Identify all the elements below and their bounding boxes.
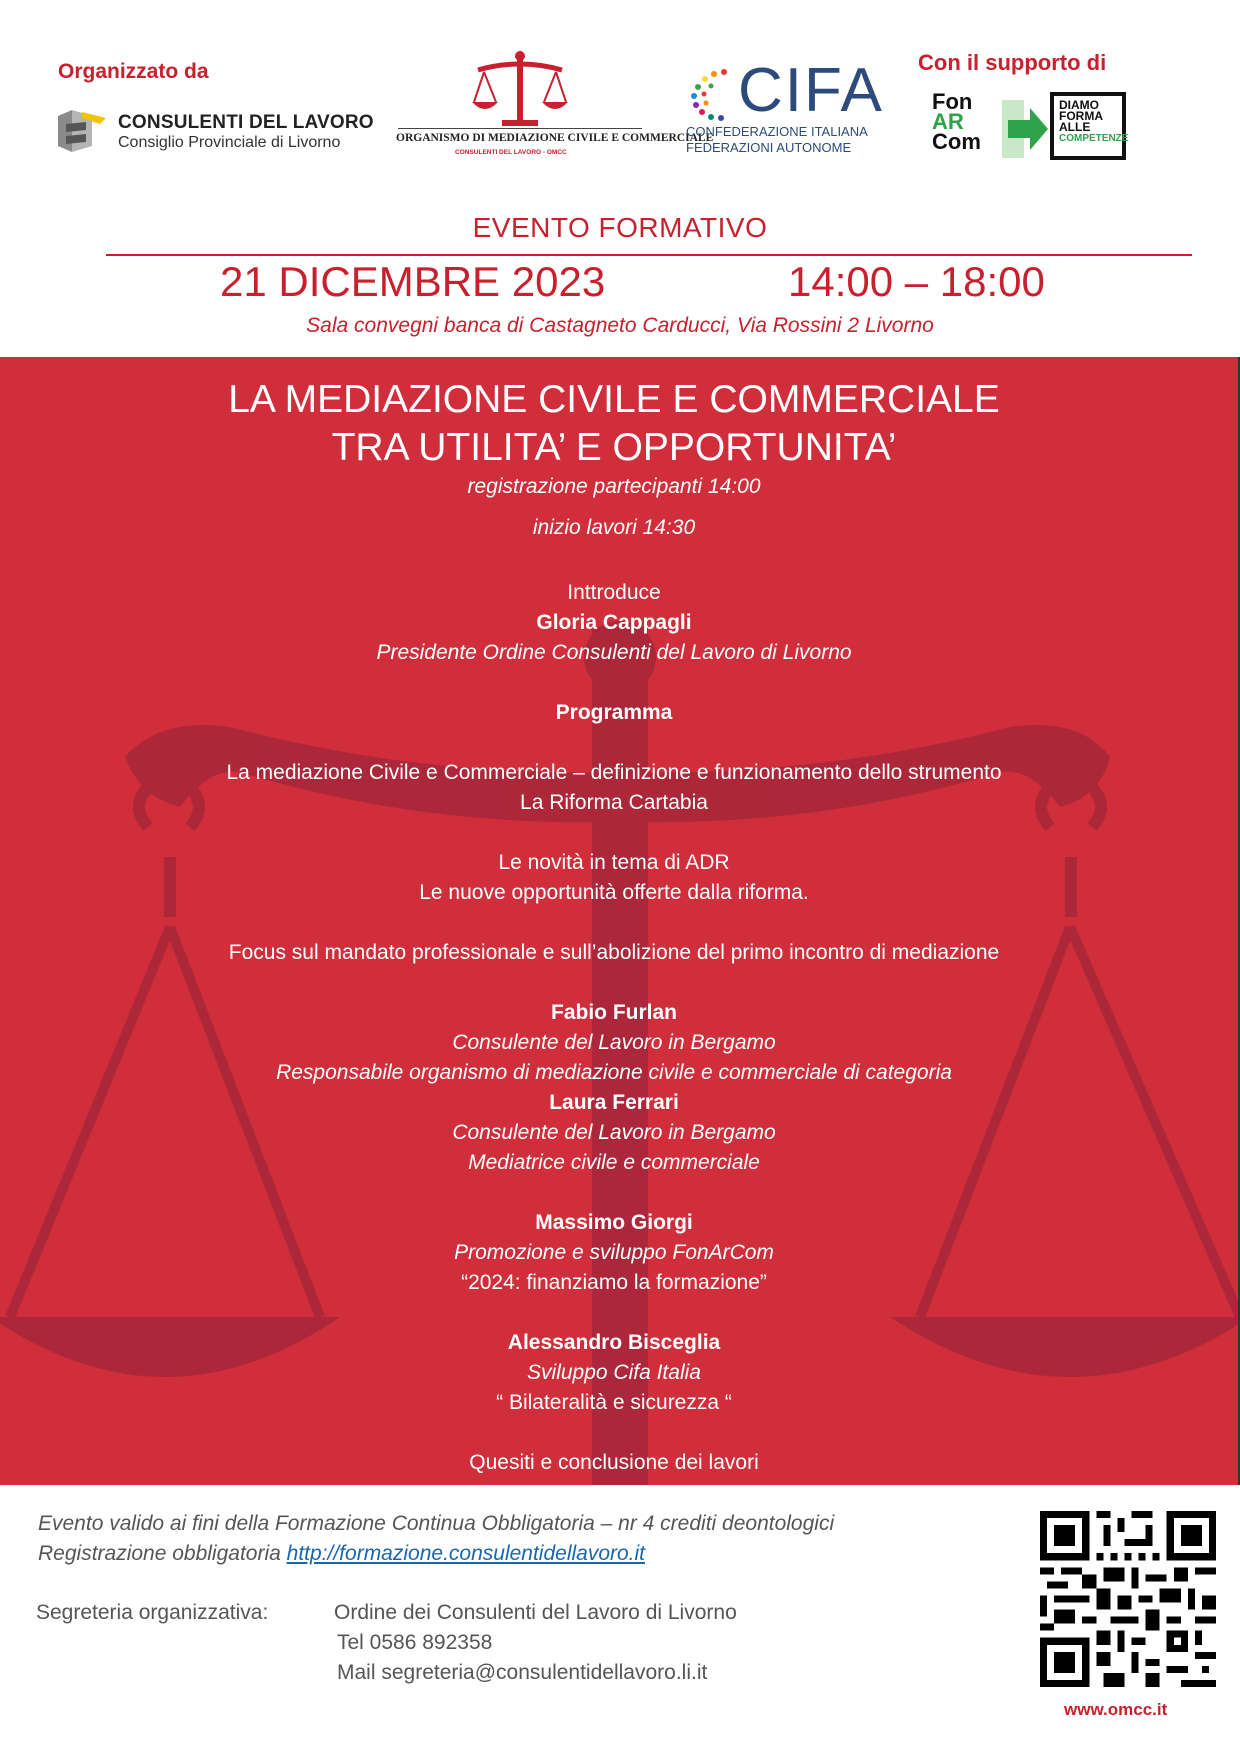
intro-name: Gloria Cappagli [536,611,692,634]
cdl-name: CONSULENTI DEL LAVORO [118,112,374,133]
registration-note [38,1542,645,1566]
closing-line: Quesiti e conclusione dei lavori [469,1451,759,1474]
competenze-text: COMPETENZE [1059,133,1129,144]
speaker-1-role-1: Consulente del Lavoro in Bergamo [452,1031,776,1054]
speaker-3-role-2: “2024: finanziamo la formazione” [461,1271,767,1294]
programma-label: Programma [555,701,673,724]
secretary-mail: Mail segreteria@consulentidellavoro.li.it [337,1661,708,1684]
start-time: inizio lavori 14:30 [532,516,696,539]
cifa-line1: CONFEDERAZIONE ITALIANA [686,124,868,139]
omcc-subtitle: CONSULENTI DEL LAVORO - OMCC [455,149,567,156]
topic-3: Le novità in tema di ADR [498,851,730,874]
topic-2: La Riforma Cartabia [520,791,708,814]
event-time: 14:00 – 18:00 [788,258,1045,305]
registration-time: registrazione partecipanti 14:00 [467,475,761,498]
support-label: Con il supporto di [918,50,1107,75]
speaker-4-role-1: Sviluppo Cifa Italia [527,1361,701,1384]
cdl-subtitle: Consiglio Provinciale di Livorno [118,134,341,151]
speaker-4-name: Alessandro Bisceglia [507,1331,721,1354]
secretary-tel: Tel 0586 892358 [337,1631,493,1654]
topic-5: Focus sul mandato professionale e sull’abolizione del primo incontro di mediazione [228,941,1000,964]
cifa-dots-icon [684,66,742,122]
speaker-1-role-2: Responsabile organismo di mediazione civile e commerciale di categoria [276,1061,952,1084]
speaker-3-name: Massimo Giorgi [535,1211,693,1234]
speaker-2-role-1: Consulente del Lavoro in Bergamo [452,1121,776,1144]
topic-1: La mediazione Civile e Commerciale – definizione e funzionamento dello strumento [226,761,1002,784]
speaker-1-name: Fabio Furlan [551,1001,677,1024]
qr-code-icon[interactable] [1040,1511,1216,1687]
registration-link[interactable]: http://formazione.consulentidellavoro.it [286,1542,646,1565]
fonarcom-logo [932,89,981,154]
intro-label: Inttroduce [567,581,661,604]
forma-text: FORMA [1059,109,1103,123]
alle-text: ALLE [1059,120,1091,134]
scales-of-justice-icon [470,50,570,128]
intro-role: Presidente Ordine Consulenti del Lavoro di Livorno [376,641,852,664]
credits-note: Evento valido ai fini della Formazione Continua Obbligatoria – nr 4 crediti deontologici [38,1512,835,1535]
event-divider [106,254,1192,256]
diamo-text: DIAMO [1059,98,1099,112]
speaker-2-role-2: Mediatrice civile e commerciale [468,1151,760,1174]
omcc-name: ORGANISMO DI MEDIAZIONE CIVILE E COMMERCIALE [396,132,714,144]
secretary-label: Segreteria organizzativa: [36,1601,269,1624]
organized-by-label: Organizzato da [58,60,209,83]
website-link[interactable]: www.omcc.it [1064,1700,1168,1719]
cifa-wordmark: CIFA [738,56,884,125]
topic-4: Le nuove opportunità offerte dalla riforma. [419,881,809,904]
cifa-line2: FEDERAZIONI AUTONOME [686,140,852,155]
program-title-line2: TRA UTILITA’ E OPPORTUNITA’ [331,426,897,469]
event-label: EVENTO FORMATIVO [472,212,768,243]
speaker-3-role-1: Promozione e sviluppo FonArCom [454,1241,774,1264]
event-venue: Sala convegni banca di Castagneto Carducci, Via Rossini 2 Livorno [306,314,934,337]
speaker-4-role-2: “ Bilateralità e sicurezza “ [496,1391,732,1414]
secretary-org: Ordine dei Consulenti del Lavoro di Livorno [334,1601,737,1624]
fon-text: Fon [932,89,973,114]
fonarcom-arrow-icon [1000,98,1052,160]
speaker-2-name: Laura Ferrari [549,1091,679,1114]
registration-prefix: Registrazione obbligatoria [38,1542,287,1565]
omcc-rule [398,128,642,129]
diamo-forma-logo [1050,92,1129,160]
program-panel [0,357,1240,1485]
ar-text: AR [932,109,964,134]
program-title-line1: LA MEDIAZIONE CIVILE E COMMERCIALE [228,378,1000,421]
consulenti-lavoro-logo-icon [52,108,108,156]
com-text: Com [932,129,981,154]
event-date: 21 DICEMBRE 2023 [220,258,606,305]
